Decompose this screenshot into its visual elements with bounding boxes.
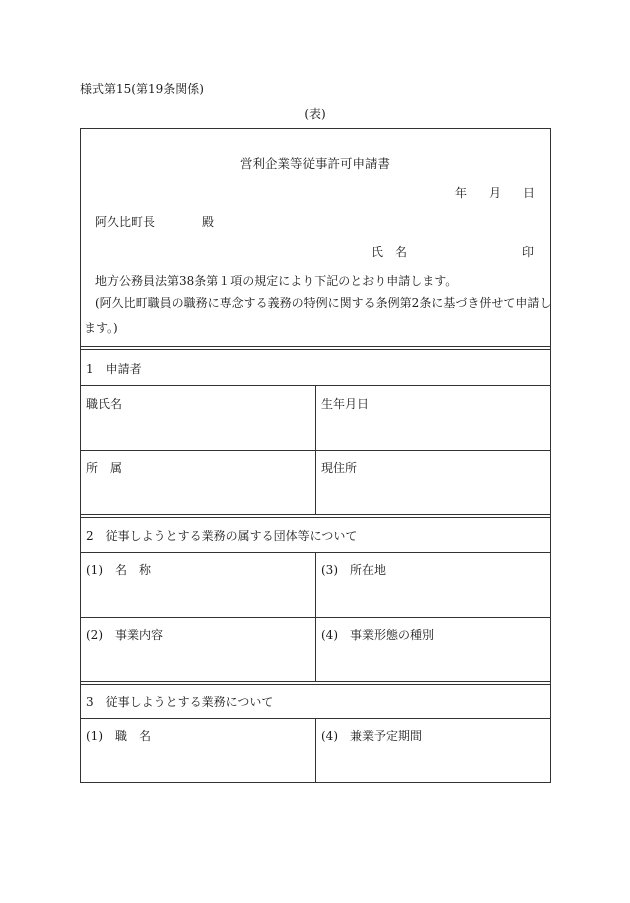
field-birthdate-label: 生年月日 [321, 397, 370, 411]
declaration-line-3: ます。) [84, 321, 118, 335]
date-day-label: 日 [523, 186, 536, 200]
divider [80, 681, 551, 682]
form-number: 様式第15(第19条関係) [80, 82, 204, 96]
field-org-name-label: (1) 名 称 [86, 563, 151, 577]
honorific: 殿 [202, 215, 215, 229]
column-divider [315, 552, 316, 681]
divider [80, 684, 551, 685]
addressee: 阿久比町長 [95, 215, 156, 229]
applicant-name-label: 氏 名 [371, 245, 408, 259]
field-job-title-label: 職氏名 [86, 397, 123, 411]
section3-heading: 3 従事しようとする業務について [86, 695, 274, 709]
field-position-label: (1) 職 名 [86, 729, 151, 743]
divider [80, 517, 551, 518]
field-business-form-label: (4) 事業形態の種別 [321, 628, 434, 642]
column-divider [315, 385, 316, 514]
form-side-label: (表) [304, 107, 326, 121]
declaration-line-1: 地方公務員法第38条第１項の規定により下記のとおり申請します。 [95, 274, 458, 288]
section1-heading: 1 申請者 [86, 362, 142, 376]
date-year-label: 年 [455, 186, 468, 200]
divider [80, 346, 551, 347]
divider [80, 514, 551, 515]
section2-heading: 2 従事しようとする業務の属する団体等について [86, 529, 358, 543]
divider [80, 349, 551, 350]
field-business-label: (2) 事業内容 [86, 628, 163, 642]
form-title: 営利企業等従事許可申請書 [239, 156, 390, 171]
field-period-label: (4) 兼業予定期間 [321, 729, 422, 743]
declaration-line-2: (阿久比町職員の職務に専念する義務の特例に関する条例第2条に基づき併せて申請し [95, 296, 552, 310]
column-divider [315, 718, 316, 783]
date-month-label: 月 [489, 186, 502, 200]
seal-mark: 印 [522, 245, 535, 259]
field-affiliation-label: 所 属 [86, 461, 123, 475]
field-org-location-label: (3) 所在地 [321, 563, 386, 577]
field-address-label: 現住所 [321, 461, 358, 475]
